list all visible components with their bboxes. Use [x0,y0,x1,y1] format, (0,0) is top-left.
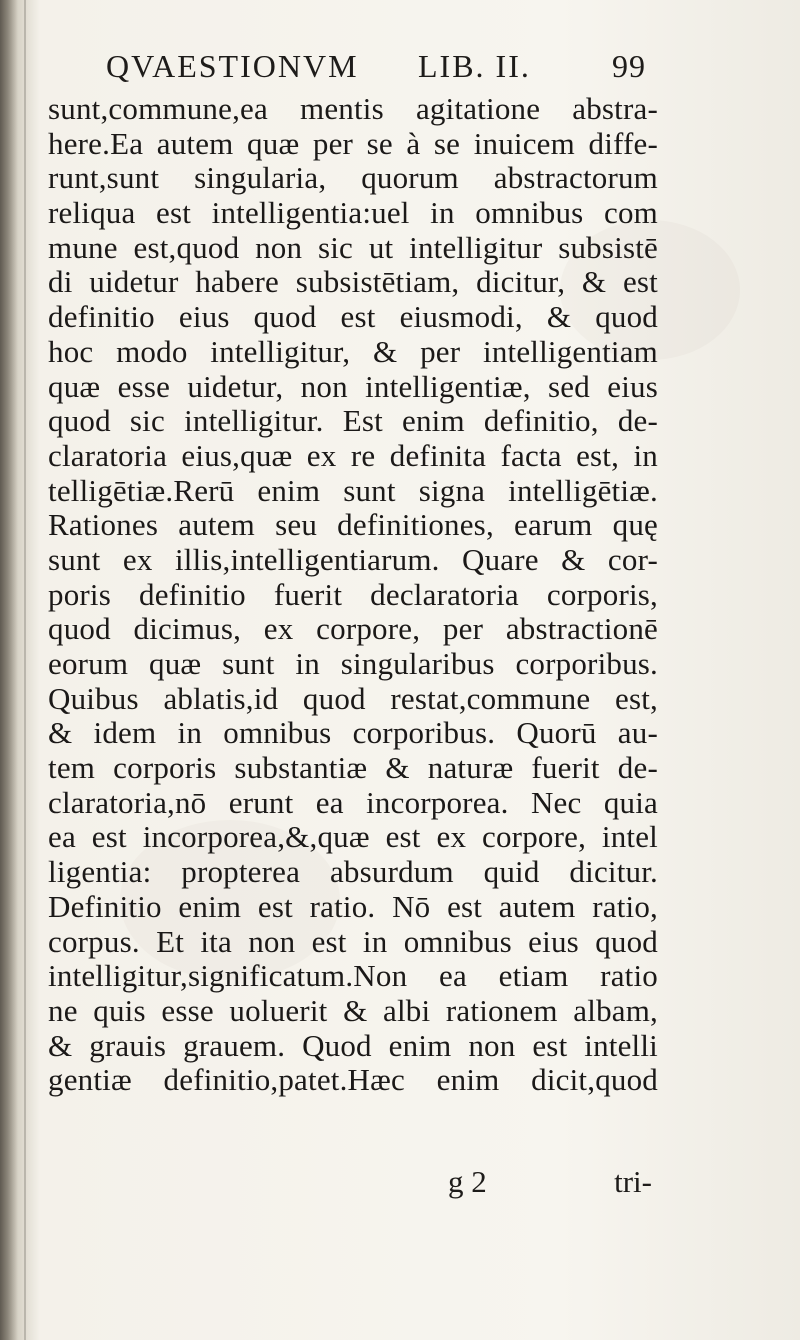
text-line: reliqua est intelligentia:uel in omnibus com [48,195,658,231]
text-line: sunt ex illis,intelligentiarum. Quare & cor- [48,541,658,577]
binding-gutter [24,0,26,1340]
text-line: corpus. Et ita non est in omnibus eius quod [48,923,658,959]
text-line: tem corporis substantiæ & naturæ fuerit de- [48,750,658,786]
text-line: Definitio enim est ratio. Nō est autem ratio, [48,888,658,924]
page-number: 99 [612,48,646,84]
text-line: ne quis esse uoluerit & albi rationem albam, [48,992,658,1028]
text-line: & idem in omnibus corporibus. Quorū au- [48,715,658,751]
text-line: claratoria eius,quæ ex re definita facta est, in [48,437,658,473]
text-line: intelligitur,significatum.Non ea etiam ratio [48,958,658,994]
text-line: sunt,commune,ea mentis agitatione abstra- [48,91,658,126]
text-line: Rationes autem seu definitiones, earum quę [48,507,658,543]
text-line: quæ esse uidetur, non intelligentiæ, sed eius [48,368,658,404]
body-text [48,92,658,1098]
text-line: mune est,quod non sic ut intelligitur subsistē [48,229,658,265]
book-number: LIB. II. [418,48,531,84]
catchword: tri- [614,1164,652,1199]
text-line: quod sic intelligitur. Est enim definitio, de- [48,403,658,439]
text-line: poris definitio fuerit declaratoria corporis, [48,576,658,612]
text-line: claratoria,nō erunt ea incorporea. Nec quia [48,784,658,820]
running-title: QVAESTIONVM [106,48,359,84]
text-line: Quibus ablatis,id quod restat,commune est, [48,680,658,716]
text-line: telligētiæ.Rerū enim sunt signa intelligētiæ. [48,472,658,508]
text-line: ligentia: propterea absurdum quid dicitur. [48,854,658,890]
text-line: & grauis grauem. Quod enim non est intelli [48,1027,658,1063]
text-line: ea est incorporea,&,quæ est ex corpore, intel [48,819,658,855]
text-line: eorum quæ sunt in singularibus corporibus. [48,646,658,681]
text-line: definitio eius quod est eiusmodi, & quod [48,299,658,335]
text-line: di uidetur habere subsistētiam, dicitur, & est [48,264,658,300]
text-line: gentiæ definitio,patet.Hæc enim dicit,quod [48,1062,658,1098]
text-line: runt,sunt singularia, quorum abstractorum [48,160,658,196]
page-footer [440,1164,670,1204]
signature-mark: g 2 [448,1164,487,1199]
text-line: hoc modo intelligitur, & per intelligentiam [48,333,658,369]
text-line: quod dicimus, ex corpore, per abstractionē [48,611,658,647]
running-header [106,48,666,94]
text-line: here.Ea autem quæ per se à se inuicem diffe- [48,125,658,161]
